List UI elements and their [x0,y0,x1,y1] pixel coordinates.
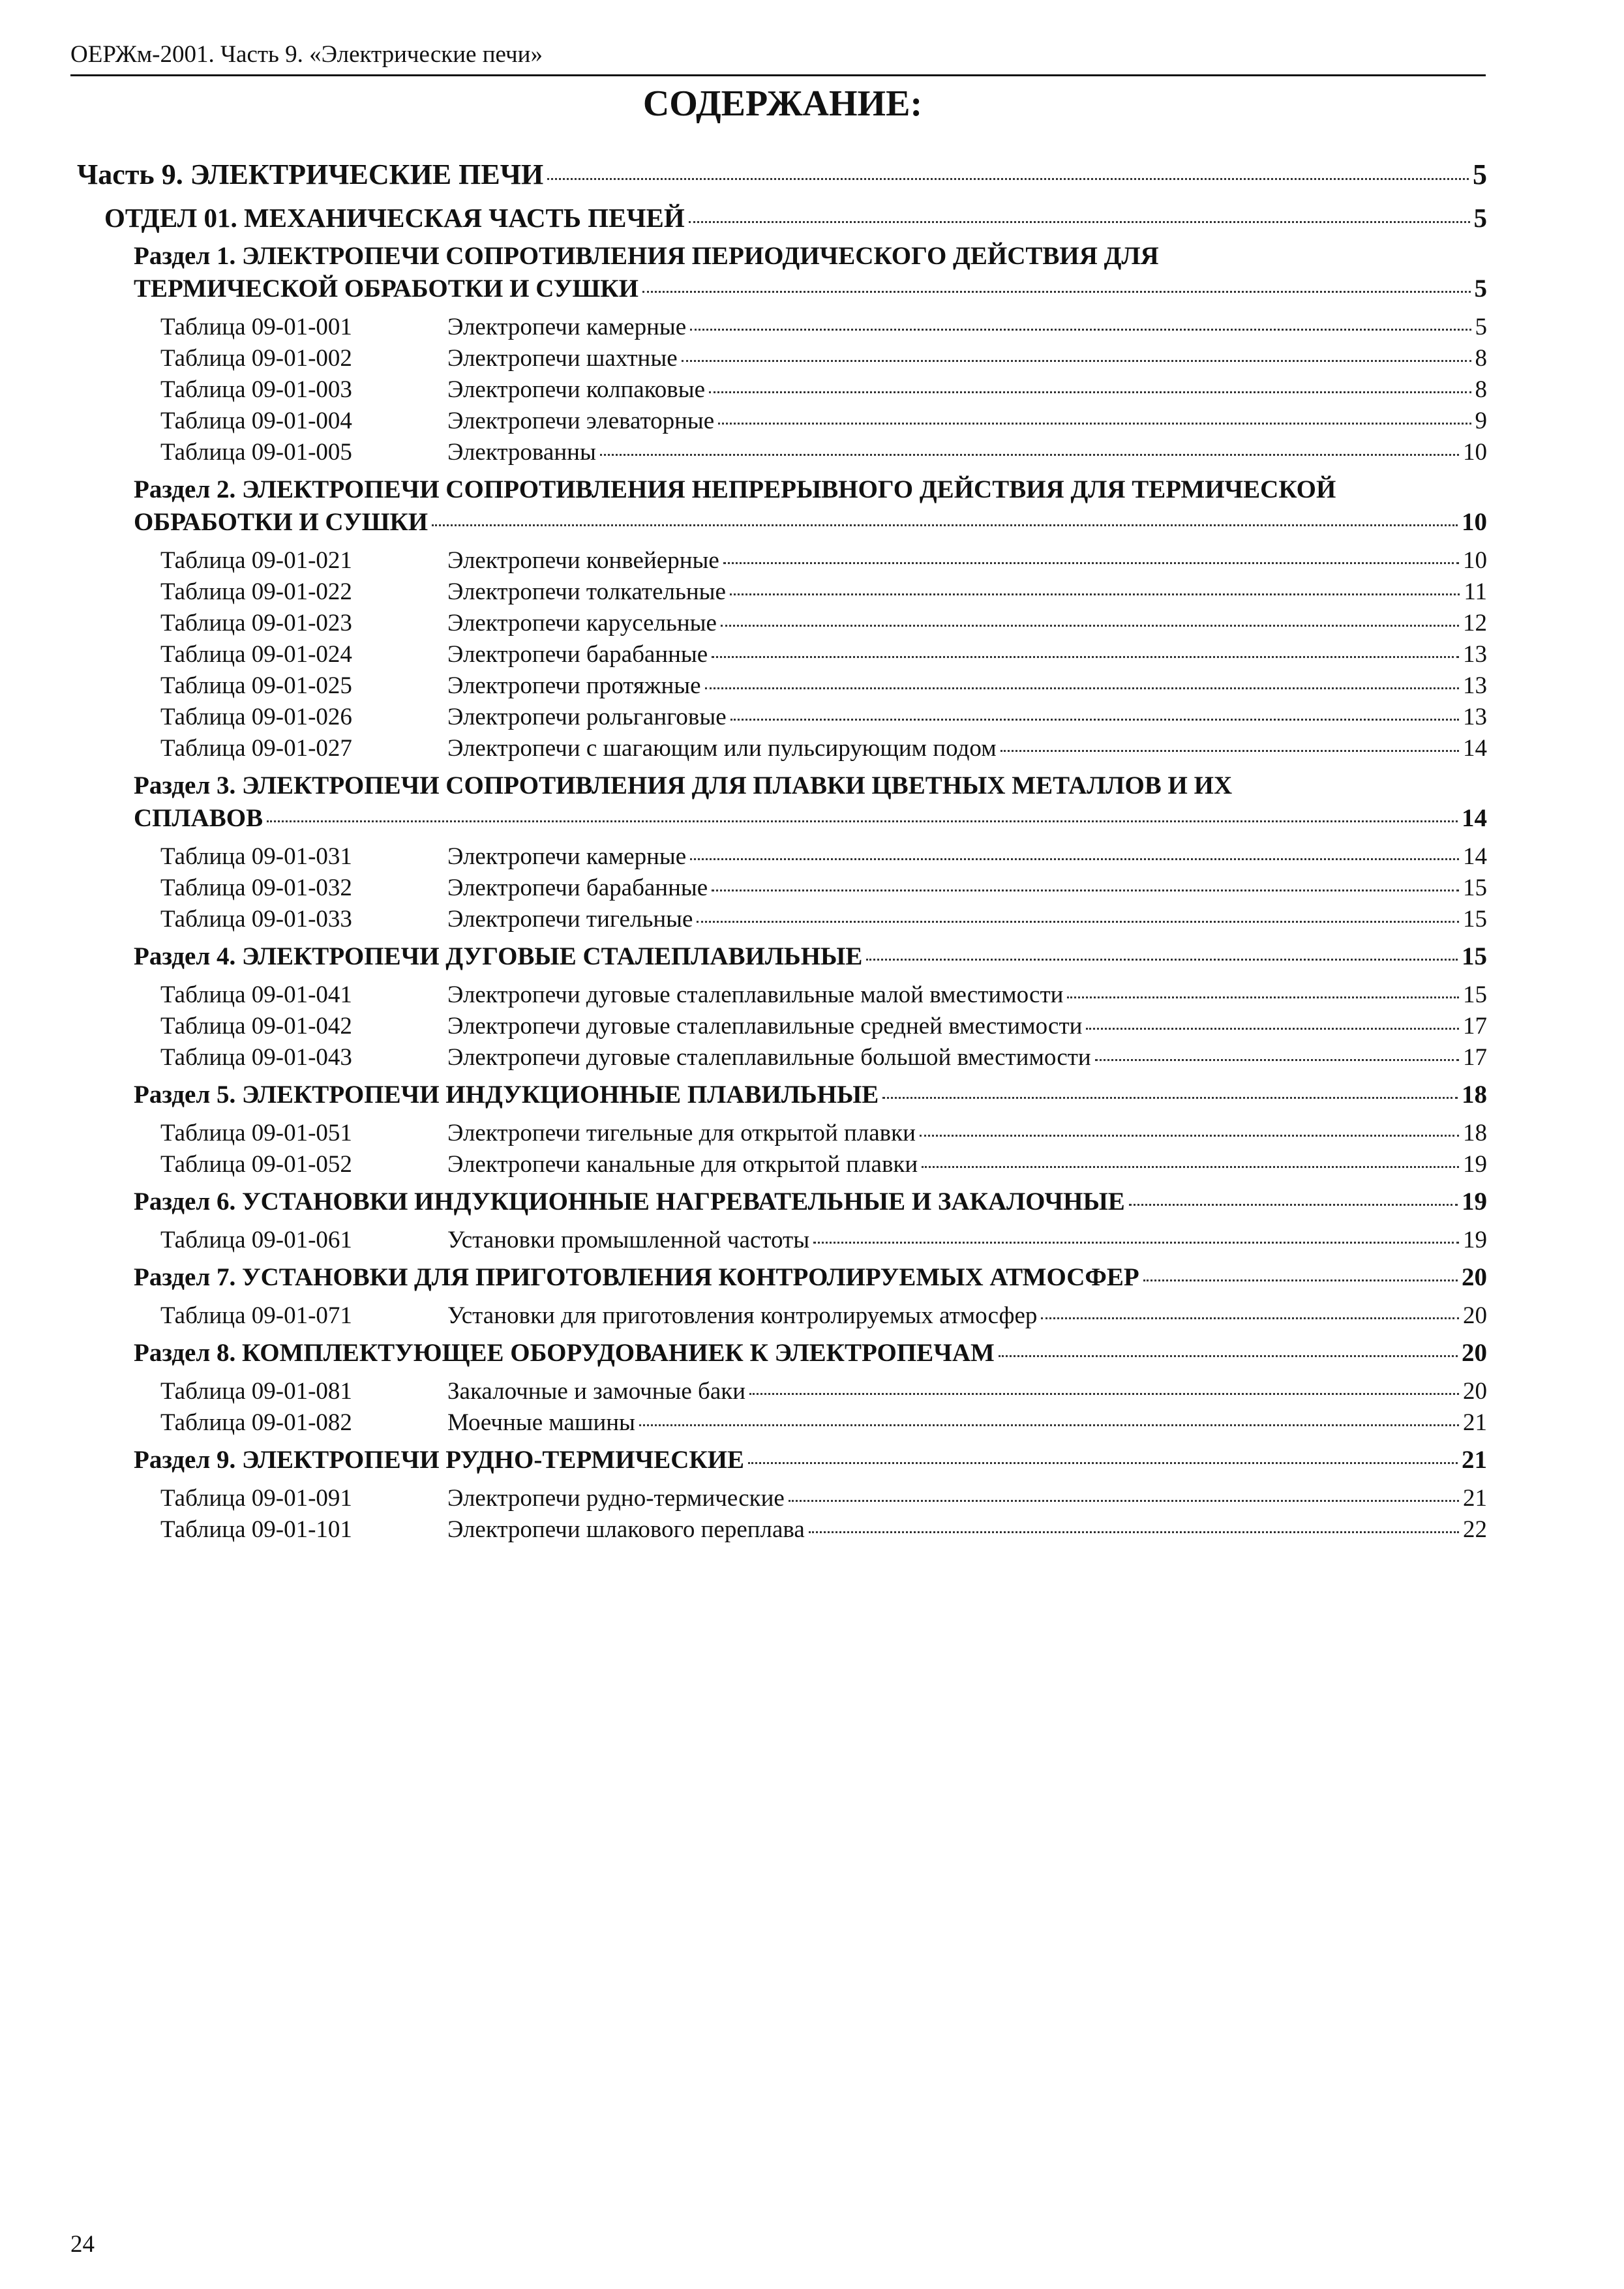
toc-table-code: Таблица 09-01-052 [160,1151,352,1178]
toc-table-code: Таблица 09-01-031 [160,843,352,870]
dot-leader [920,1135,1459,1137]
toc-table-title: Электропечи колпаковые [447,376,706,403]
toc-table-code: Таблица 09-01-025 [160,672,352,699]
toc-section-entry[interactable] [134,940,1487,973]
dot-leader [1000,750,1459,752]
toc-table-code: Таблица 09-01-033 [160,906,352,933]
toc-table-code: Таблица 09-01-041 [160,981,352,1008]
toc-table-entry[interactable] [160,702,1487,733]
dot-leader [813,1242,1459,1244]
dot-leader [705,687,1459,689]
toc-table-page: 11 [1464,578,1487,605]
dot-leader [682,360,1471,362]
toc-title: СОДЕРЖАНИЕ: [642,83,923,124]
toc-table-page: 15 [1463,981,1487,1008]
toc-section-entry[interactable] [134,1261,1487,1294]
toc-table-entry[interactable] [160,608,1487,639]
toc-table-page: 8 [1475,376,1487,403]
dot-leader [789,1500,1459,1502]
dot-leader [1129,1204,1458,1206]
toc-table-page: 20 [1463,1302,1487,1329]
toc-division-label: ОТДЕЛ 01. МЕХАНИЧЕСКАЯ ЧАСТЬ ПЕЧЕЙ [104,203,685,233]
toc-section-label: Раздел 8. КОМПЛЕКТУЮЩЕЕ ОБОРУДОВАНИЕК К ЭЛЕКТРОПЕЧАМ [134,1339,995,1367]
toc-table-page: 12 [1463,610,1487,636]
toc-table-page: 19 [1463,1227,1487,1253]
toc-table-entry[interactable] [160,639,1487,670]
toc-division-page: 5 [1473,203,1487,233]
toc-section-label: ТЕРМИЧЕСКОЙ ОБРАБОТКИ И СУШКИ [134,275,639,303]
toc-table-entry[interactable] [160,1407,1487,1439]
toc-table-entry[interactable] [160,1300,1487,1332]
toc-part-label: Часть 9. ЭЛЕКТРИЧЕСКИЕ ПЕЧИ [77,158,544,190]
toc-table-title: Электропечи элеваторные [447,408,715,434]
toc-table-page: 21 [1463,1485,1487,1512]
dot-leader [1086,1028,1459,1030]
toc-division-entry[interactable] [104,201,1487,235]
dot-leader [690,329,1471,331]
toc-table-code: Таблица 09-01-043 [160,1044,352,1071]
toc-table-code: Таблица 09-01-026 [160,704,352,730]
toc-table-entry[interactable] [160,576,1487,608]
toc-section-label: Раздел 4. ЭЛЕКТРОПЕЧИ ДУГОВЫЕ СТАЛЕПЛАВИЛЬНЫЕ [134,942,863,970]
dot-leader [712,890,1459,891]
toc-table-entry[interactable] [160,343,1487,374]
dot-leader [999,1355,1458,1357]
toc-table-page: 13 [1463,641,1487,668]
toc-section-entry[interactable] [134,273,1487,305]
toc-table-page: 14 [1463,735,1487,762]
dot-leader [547,178,1469,180]
toc-table-entry[interactable] [160,406,1487,437]
toc-table-page: 8 [1475,345,1487,372]
toc-table-page: 9 [1475,408,1487,434]
toc-table-code: Таблица 09-01-022 [160,578,352,605]
dot-leader [866,959,1458,961]
toc-table-code: Таблица 09-01-042 [160,1013,352,1040]
toc-table-title: Электропечи дуговые сталеплавильные средней вместимости [447,1013,1083,1040]
toc-table-title: Электропечи дуговые сталеплавильные малой вместимости [447,981,1064,1008]
toc-table-title: Электропечи конвейерные [447,547,719,574]
toc-table-entry[interactable] [160,873,1487,904]
toc-table-code: Таблица 09-01-081 [160,1378,352,1405]
toc-table-entry[interactable] [160,841,1487,873]
toc-section-page: 20 [1462,1339,1487,1367]
dot-leader [730,719,1459,721]
toc-section-page: 14 [1462,804,1487,832]
toc-table-code: Таблица 09-01-101 [160,1516,352,1543]
toc-table-title: Электропечи барабанные [447,875,708,901]
toc-table-code: Таблица 09-01-002 [160,345,352,372]
dot-leader [642,291,1471,293]
toc-section-page: 5 [1474,275,1487,303]
toc-section-label: Раздел 9. ЭЛЕКТРОПЕЧИ РУДНО-ТЕРМИЧЕСКИЕ [134,1446,744,1474]
toc-table-title: Электропечи камерные [447,843,687,870]
toc-table-title: Электропечи тигельные для открытой плавки [447,1120,916,1146]
toc-table-entry[interactable] [160,437,1487,468]
toc-table-title: Электропечи толкательные [447,578,726,605]
toc-section-heading-line: Раздел 1. ЭЛЕКТРОПЕЧИ СОПРОТИВЛЕНИЯ ПЕРИОДИЧЕСКОГО ДЕЙСТВИЯ ДЛЯ [134,242,1159,270]
toc-section-entry[interactable] [134,506,1487,539]
toc-table-code: Таблица 09-01-071 [160,1302,352,1329]
toc-table-entry[interactable] [160,980,1487,1011]
dot-leader [600,454,1459,456]
toc-table-page: 17 [1463,1044,1487,1071]
toc-table-title: Установки промышленной частоты [447,1227,810,1253]
toc-table-page: 19 [1463,1151,1487,1178]
toc-table-title: Электропечи шлакового переплава [447,1516,805,1543]
dot-leader [721,625,1459,627]
dot-leader [690,858,1459,860]
toc-table-title: Электропечи рудно-термические [447,1485,785,1512]
toc-table-title: Электропечи с шагающим или пульсирующим подом [447,735,997,762]
page-number: 24 [70,2231,95,2258]
toc-table-title: Электропечи камерные [447,314,687,340]
toc-table-code: Таблица 09-01-005 [160,439,352,466]
dot-leader [267,820,1458,822]
toc-table-entry[interactable] [160,1514,1487,1546]
toc-section-page: 21 [1462,1446,1487,1474]
toc-table-title: Электропечи барабанные [447,641,708,668]
toc-section-entry[interactable] [134,1337,1487,1369]
toc-table-page: 18 [1463,1120,1487,1146]
toc-table-entry[interactable] [160,733,1487,764]
toc-section-page: 10 [1462,508,1487,536]
toc-section-page: 15 [1462,942,1487,970]
dot-leader [809,1531,1459,1533]
toc-table-page: 15 [1463,875,1487,901]
dot-leader [748,1462,1458,1464]
toc-section-page: 18 [1462,1081,1487,1109]
toc-table-entry[interactable] [160,1225,1487,1256]
dot-leader [639,1424,1459,1426]
toc-section-entry[interactable] [134,1186,1487,1218]
toc-section-entry[interactable] [134,1079,1487,1111]
toc-table-code: Таблица 09-01-023 [160,610,352,636]
toc-section-label: Раздел 6. УСТАНОВКИ ИНДУКЦИОННЫЕ НАГРЕВАТЕЛЬНЫЕ И ЗАКАЛОЧНЫЕ [134,1188,1125,1216]
toc-table-page: 17 [1463,1013,1487,1040]
toc-table-page: 21 [1463,1409,1487,1436]
toc-table-entry[interactable] [160,1042,1487,1073]
dot-leader [697,921,1459,923]
toc-table-code: Таблица 09-01-032 [160,875,352,901]
toc-table-page: 14 [1463,843,1487,870]
toc-section-page: 19 [1462,1188,1487,1216]
toc-table-entry[interactable] [160,904,1487,935]
toc-table-title: Моечные машины [447,1409,635,1436]
toc-table-code: Таблица 09-01-024 [160,641,352,668]
dot-leader [718,423,1471,425]
toc-table-code: Таблица 09-01-021 [160,547,352,574]
toc-table-title: Электропечи рольганговые [447,704,727,730]
toc-table-entry[interactable] [160,1118,1487,1149]
dot-leader [1143,1279,1458,1281]
toc-table-entry[interactable] [160,1011,1487,1042]
dot-leader [689,221,1470,223]
toc-section-label: Раздел 7. УСТАНОВКИ ДЛЯ ПРИГОТОВЛЕНИЯ КОНТРОЛИРУЕМЫХ АТМОСФЕР [134,1263,1139,1291]
page-header: ОЕРЖм-2001. Часть 9. «Электрические печи» [70,39,1486,76]
dot-leader [1041,1317,1459,1319]
toc-part-page: 5 [1473,158,1487,190]
toc-table-page: 10 [1463,547,1487,574]
toc-section-entry[interactable] [134,802,1487,835]
toc-table-title: Электропечи канальные для открытой плавки [447,1151,918,1178]
dot-leader [749,1393,1459,1395]
dot-leader [1067,996,1459,998]
toc-table-entry[interactable] [160,670,1487,702]
dot-leader [1095,1059,1459,1061]
dot-leader [882,1097,1458,1099]
toc-table-title: Электропечи шахтные [447,345,678,372]
toc-section-heading-line: Раздел 3. ЭЛЕКТРОПЕЧИ СОПРОТИВЛЕНИЯ ДЛЯ ПЛАВКИ ЦВЕТНЫХ МЕТАЛЛОВ И ИХ [134,771,1233,800]
toc-table-page: 13 [1463,704,1487,730]
toc-table-entry[interactable] [160,545,1487,576]
toc-table-code: Таблица 09-01-027 [160,735,352,762]
toc-table-title: Электрованны [447,439,596,466]
dot-leader [712,656,1459,658]
toc-section-entry[interactable] [134,1444,1487,1476]
toc-table-title: Электропечи протяжные [447,672,701,699]
toc-table-page: 15 [1463,906,1487,933]
toc-table-code: Таблица 09-01-001 [160,314,352,340]
toc-table-entry[interactable] [160,1149,1487,1180]
dot-leader [922,1166,1459,1168]
toc-table-title: Электропечи тигельные [447,906,693,933]
toc-table-entry[interactable] [160,1483,1487,1514]
toc-table-title: Электропечи карусельные [447,610,717,636]
toc-table-page: 5 [1475,314,1487,340]
toc-table-code: Таблица 09-01-091 [160,1485,352,1512]
toc-table-page: 10 [1463,439,1487,466]
toc-table-page: 20 [1463,1378,1487,1405]
dot-leader [432,524,1458,526]
dot-leader [709,391,1471,393]
dot-leader [723,562,1459,564]
toc-table-code: Таблица 09-01-061 [160,1227,352,1253]
toc-table-code: Таблица 09-01-082 [160,1409,352,1436]
toc-section-label: Раздел 5. ЭЛЕКТРОПЕЧИ ИНДУКЦИОННЫЕ ПЛАВИЛЬНЫЕ [134,1081,879,1109]
toc-table-entry[interactable] [160,312,1487,343]
toc-section-label: ОБРАБОТКИ И СУШКИ [134,508,429,536]
toc-table-title: Установки для приготовления контролируемых атмосфер [447,1302,1038,1329]
toc-table-title: Электропечи дуговые сталеплавильные большой вместимости [447,1044,1091,1071]
toc-table-title: Закалочные и замочные баки [447,1378,746,1405]
toc-section-heading-line: Раздел 2. ЭЛЕКТРОПЕЧИ СОПРОТИВЛЕНИЯ НЕПРЕРЫВНОГО ДЕЙСТВИЯ ДЛЯ ТЕРМИЧЕСКОЙ [134,475,1336,503]
toc-section-page: 20 [1462,1263,1487,1291]
toc-table-code: Таблица 09-01-003 [160,376,352,403]
toc-table-code: Таблица 09-01-004 [160,408,352,434]
toc-table-page: 22 [1463,1516,1487,1543]
toc-table-page: 13 [1463,672,1487,699]
toc-table-entry[interactable] [160,374,1487,406]
toc-section-label: СПЛАВОВ [134,804,263,832]
toc-part-entry[interactable] [77,157,1487,193]
dot-leader [730,593,1460,595]
toc-table-code: Таблица 09-01-051 [160,1120,352,1146]
toc-table-entry[interactable] [160,1376,1487,1407]
